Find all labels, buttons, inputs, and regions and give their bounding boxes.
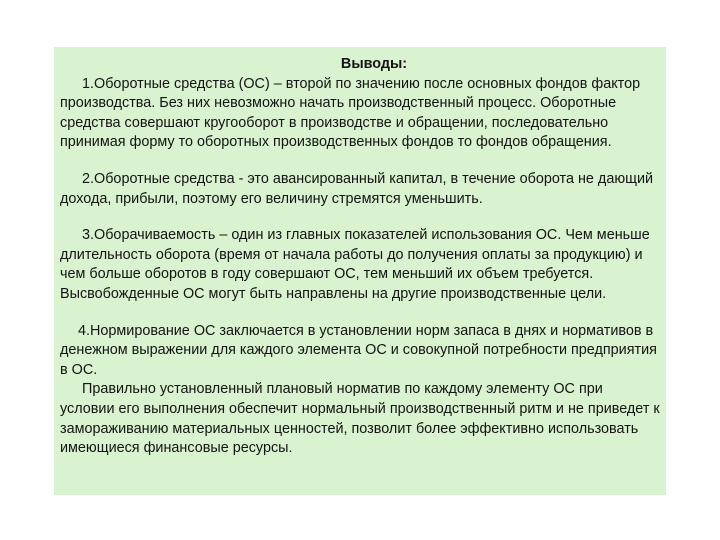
- conclusion-paragraph-2: 2.Оборотные средства - это авансированный капитал, в течение оборота не дающий дохода, прибыли, поэтому его величину стремятся уменьшить.: [60, 170, 654, 207]
- conclusion-paragraph-4: 4.Нормирование ОС заключается в установлении норм запаса в днях и нормативов в денежном выражении для каждого элемента ОС и совокупной потребности предприятия в ОС.: [60, 322, 657, 378]
- conclusions-panel: [54, 47, 666, 495]
- conclusion-paragraph-1: 1.Оборотные средства (ОС) – второй по значению после основных фондов фактор производства. Без них невозможно начать производственный процесс. Оборотные средства совершают кругооборот в производстве и обращении, последовательно принимая форму то оборотных производственных фондов то фондов обращения.: [60, 75, 641, 151]
- conclusion-paragraph-3: 3.Оборачиваемость – один из главных показателей использования ОС. Чем меньше длительность оборота (время от начала работы до получения оплаты за продукцию) и чем больше оборотов в году совершают ОС, тем меньший их объем требуется. Высвобожденные ОС могут быть направлены на другие производственные цели.: [60, 227, 650, 302]
- conclusion-paragraph-4-continued: Правильно установленный плановый норматив по каждому элементу ОС при условии его выполнения обеспечит нормальный производственный ритм и не приведет к замораживанию материальных ценностей, позволит более эффективно использовать имеющиеся финансовые ресурсы.: [60, 381, 660, 457]
- slide-title: Выводы:: [340, 56, 408, 72]
